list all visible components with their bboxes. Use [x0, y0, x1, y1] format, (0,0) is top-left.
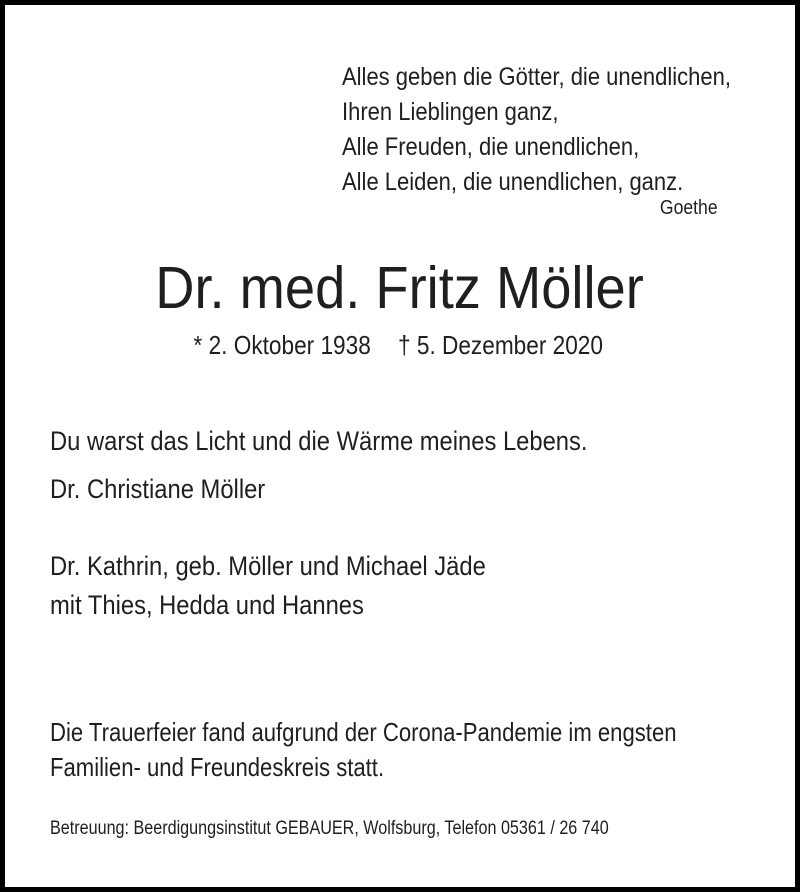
memorial-poem	[342, 60, 731, 200]
death-date: † 5. Dezember 2020	[397, 330, 603, 360]
poem-line: Alle Freuden, die unendlichen,	[342, 133, 640, 161]
deceased-name-row	[5, 255, 795, 321]
life-dates	[5, 332, 795, 358]
funeral-home-notice: Betreuung: Beerdigungsinstitut GEBAUER, Wolfsburg, Telefon 05361 / 26 740	[50, 818, 609, 839]
poem-line: Alle Leiden, die unendlichen, ganz.	[342, 168, 684, 196]
poem-attribution: Goethe	[660, 197, 718, 219]
mourner-wife: Dr. Christiane Möller	[50, 474, 266, 504]
funeral-notice-line: Familien- und Freundeskreis statt.	[50, 752, 385, 782]
poem-line: Alles geben die Götter, die unendlichen,	[342, 63, 731, 91]
tribute-line: Du warst das Licht und die Wärme meines Lebens.	[50, 426, 588, 456]
mourner-children: Dr. Kathrin, geb. Möller und Michael Jäde	[50, 551, 486, 581]
deceased-name: Dr. med. Fritz Möller	[155, 255, 645, 321]
funeral-notice-line: Die Trauerfeier fand aufgrund der Corona-Pandemie im engsten	[50, 717, 677, 747]
birth-date: * 2. Oktober 1938	[193, 330, 371, 360]
funeral-notice	[50, 715, 677, 785]
poem-line: Ihren Lieblingen ganz,	[342, 98, 559, 126]
mourner-grandchildren: mit Thies, Hedda und Hannes	[50, 590, 364, 620]
